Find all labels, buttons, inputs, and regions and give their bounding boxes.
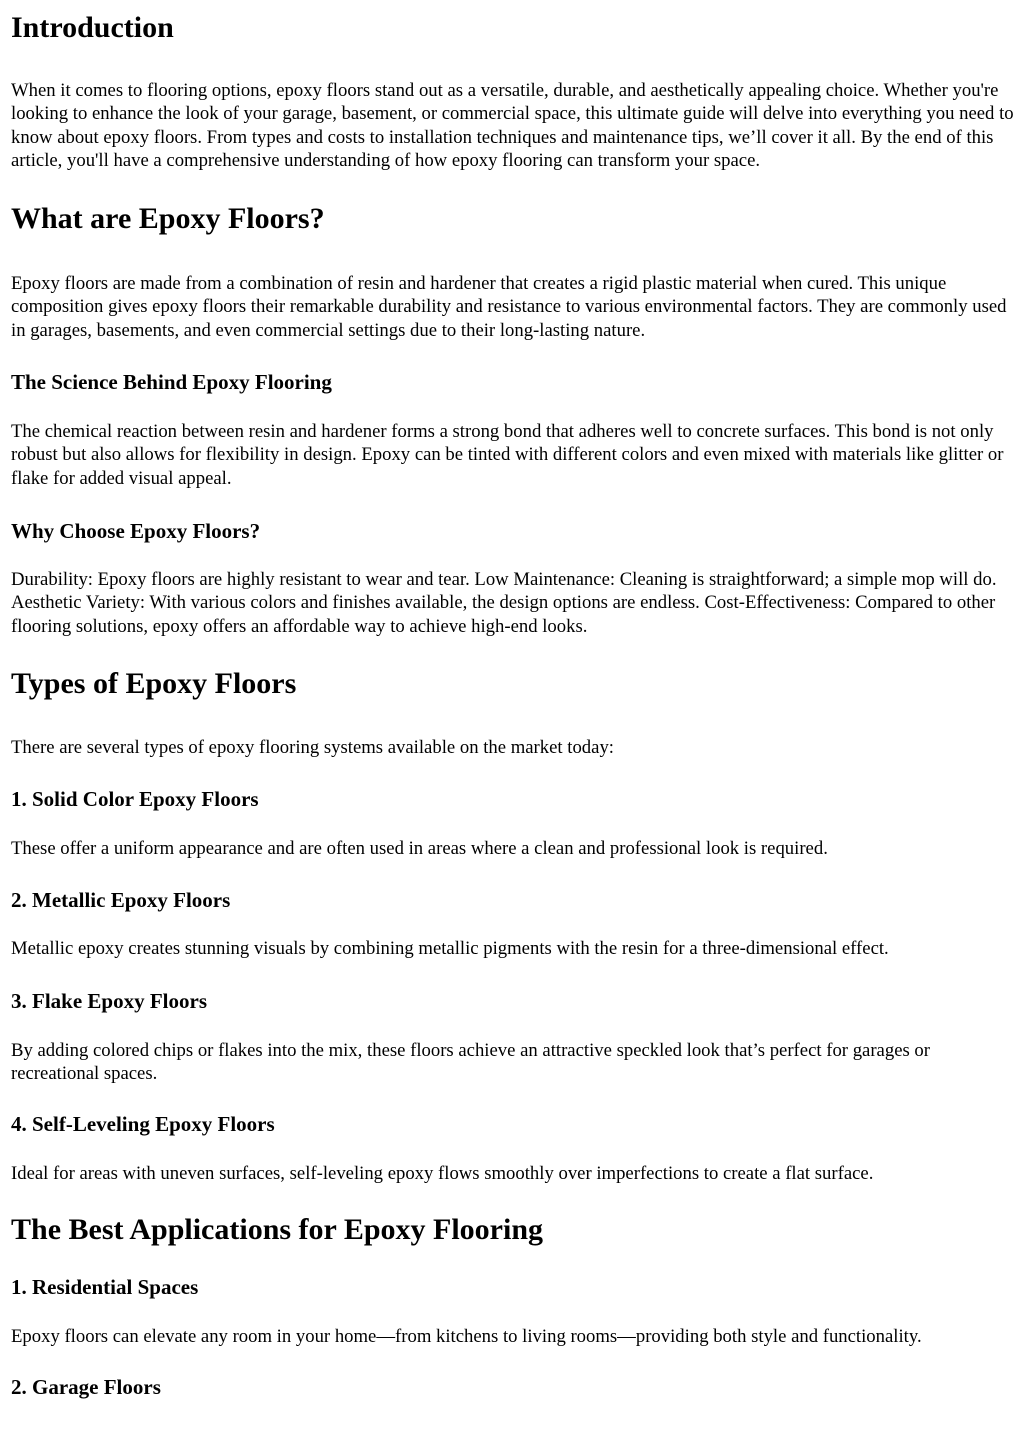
garage-floors-heading: 2. Garage Floors (11, 1374, 161, 1399)
what-are-epoxy-floors-heading: What are Epoxy Floors? (11, 202, 325, 236)
science-heading: The Science Behind Epoxy Flooring (11, 370, 332, 395)
types-paragraph: There are several types of epoxy flooring systems available on the market today: (11, 736, 614, 758)
what-are-epoxy-floors-paragraph: Epoxy floors are made from a combination of resin and hardener that creates a rigid plastic material when cured. This unique composition gives epoxy floors their remarkable durability and resistance to various environmental factors. They are commonly used in garages, basements, and even commercial settings due to their long-lasting nature. (11, 273, 1007, 341)
flake-heading: 3. Flake Epoxy Floors (11, 988, 208, 1013)
self-leveling-paragraph: Ideal for areas with uneven surfaces, self-leveling epoxy flows smoothly over imperfections to create a flat surface. (11, 1163, 874, 1185)
residential-paragraph: Epoxy floors can elevate any room in your home—from kitchens to living rooms—providing both style and functionality. (11, 1325, 922, 1347)
why-choose-paragraph: Durability: Epoxy floors are highly resistant to wear and tear. Low Maintenance: Cleaning is straightforward; a simple mop will do. Aesthetic Variety: With various colors and finishes available, the design options are endless. Cost-Effectiveness: Compared to other flooring solutions, epoxy offers an affordable way to achieve high-end looks. (11, 568, 997, 637)
residential-heading: 1. Residential Spaces (11, 1274, 199, 1299)
solid-color-paragraph: These offer a uniform appearance and are often used in areas where a clean and professional look is required. (11, 838, 828, 860)
introduction-paragraph: When it comes to flooring options, epoxy floors stand out as a versatile, durable, and aesthetically appealing choice. Whether you're looking to enhance the look of your garage, basement, or commercial space, this ultimate guide will delve into everything you need to know about epoxy floors. From types and costs to installation techniques and maintenance tips, we’ll cover it all. By the end of this article, you'll have a comprehensive understanding of how epoxy flooring can transform your space. (11, 80, 1014, 171)
science-paragraph: The chemical reaction between resin and hardener forms a strong bond that adheres well to concrete surfaces. This bond is not only robust but also allows for flexibility in design. Epoxy can be tinted with different colors and even mixed with materials like glitter or flake for added visual appeal. (11, 421, 1004, 489)
types-heading: Types of Epoxy Floors (11, 666, 297, 700)
metallic-paragraph: Metallic epoxy creates stunning visuals by combining metallic pigments with the resin for a three-dimensional effect. (11, 938, 889, 960)
article (0, 10, 1024, 1400)
applications-heading: The Best Applications for Epoxy Flooring (11, 1212, 544, 1246)
introduction-heading: Introduction (11, 11, 174, 44)
why-choose-heading: Why Choose Epoxy Floors? (11, 518, 261, 543)
self-leveling-heading: 4. Self-Leveling Epoxy Floors (11, 1112, 275, 1137)
flake-paragraph: By adding colored chips or flakes into the mix, these floors achieve an attractive speckled look that’s perfect for garages or recreational spaces. (11, 1039, 930, 1085)
metallic-heading: 2. Metallic Epoxy Floors (11, 888, 231, 913)
solid-color-heading: 1. Solid Color Epoxy Floors (11, 787, 259, 812)
